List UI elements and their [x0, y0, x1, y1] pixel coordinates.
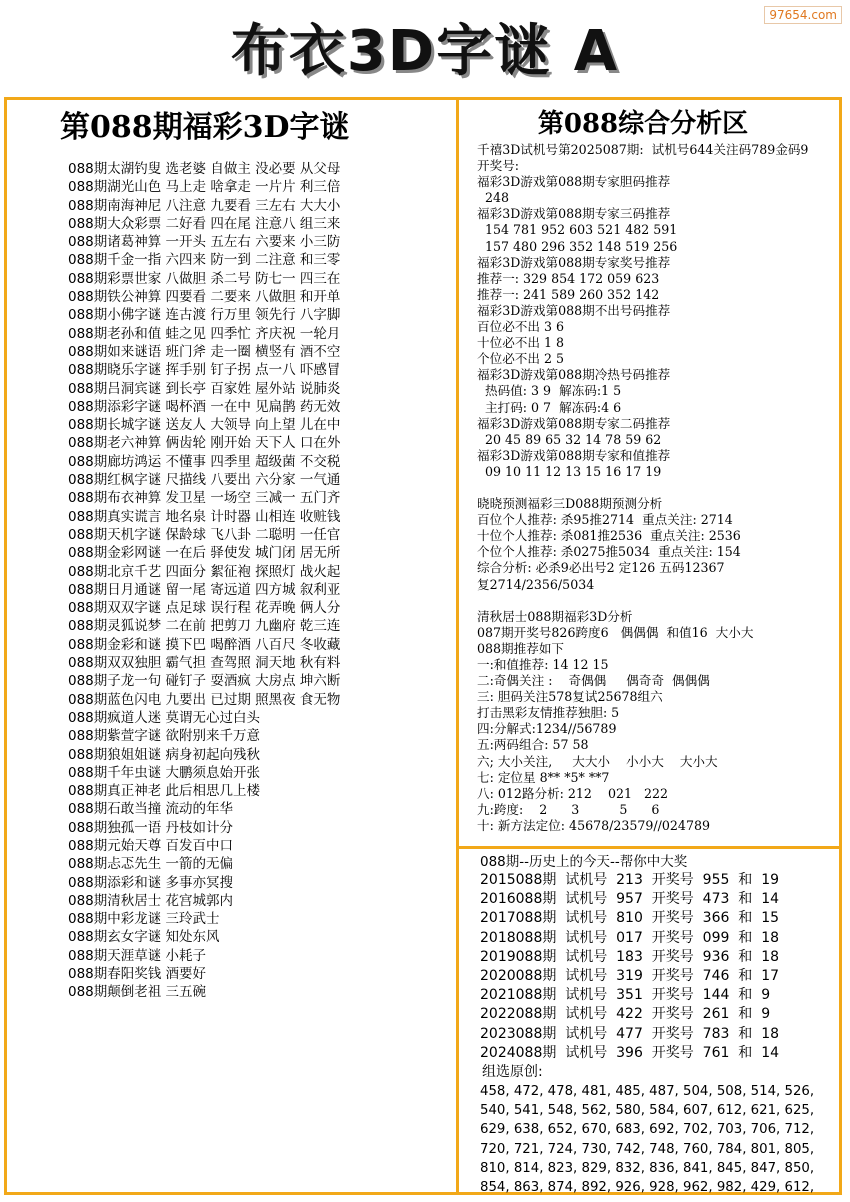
analysis-line: 七: 定位星 8** *5* **7	[477, 769, 610, 785]
analysis-line: 四:分解式:1234//56789	[477, 721, 617, 737]
analysis-line: 开奖号:	[477, 158, 520, 174]
riddle-line: 088期狼姐姐谜 病身初起向残秋	[68, 746, 261, 763]
analysis-line: 热码值: 3 9 解冻码:1 5	[477, 383, 622, 399]
combo-row: 854, 863, 874, 892, 926, 928, 962, 982, 429, 612,	[480, 1180, 815, 1195]
riddle-line: 088期中彩龙谜 三玲武士	[68, 911, 220, 928]
history-row: 2018088期 试机号 017 开奖号 099 和 18	[480, 929, 780, 946]
riddle-line: 088期真正神老 此后相思几上楼	[68, 783, 261, 800]
riddle-line: 088期春阳奖钱 酒要好	[68, 966, 207, 983]
riddle-line: 088期千金一指 六四来 防一到 二注意 和三零	[68, 252, 341, 269]
riddle-line: 088期长城字谜 送友人 大领导 向上望 儿在中	[68, 417, 341, 434]
riddle-line: 088期日月通谜 留一尾 寄远道 四方城 叙利亚	[68, 581, 341, 598]
riddle-line: 088期如来谜语 班门斧 走一圈 横竖有 酒不空	[68, 343, 341, 360]
riddle-line: 088期石敢当撞 流动的年华	[68, 801, 234, 818]
riddle-line: 088期灵狐说梦 二在前 把剪刀 九幽府 乾三连	[68, 618, 341, 635]
analysis-line: 福彩3D游戏第088期专家二码推荐	[477, 415, 671, 431]
analysis-line: 百位个人推荐: 杀95推2714 重点关注: 2714	[477, 512, 733, 528]
history-row: 2019088期 试机号 183 开奖号 936 和 18	[480, 948, 780, 965]
history-row: 2022088期 试机号 422 开奖号 261 和 9	[480, 1006, 771, 1023]
analysis-section-title: 第088综合分析区	[537, 109, 749, 139]
analysis-line: 福彩3D游戏第088期专家胆码推荐	[477, 174, 671, 190]
analysis-line: 福彩3D游戏第088期专家奖号推荐	[477, 254, 671, 270]
analysis-line: 个位必不出 2 5	[477, 351, 565, 367]
combo-list	[480, 1082, 840, 1197]
analysis-line: 一:和值推荐: 14 12 15	[477, 657, 609, 672]
riddle-line: 088期布衣神算 发卫星 一场空 三减一 五门齐	[68, 490, 341, 507]
analysis-line: 清秋居士088期福彩3D分析	[477, 608, 633, 624]
riddle-list	[68, 160, 456, 1002]
riddle-line: 088期廊坊鸿运 不懂事 四季里 超级菌 不交税	[68, 453, 341, 470]
site-watermark[interactable]: 97654.com	[764, 6, 842, 24]
analysis-line: 088期推荐如下	[477, 640, 565, 656]
riddle-line: 088期北京千艺 四面分 絮征袍 探照灯 战火起	[68, 563, 341, 580]
history-row: 2023088期 试机号 477 开奖号 783 和 18	[480, 1025, 780, 1042]
combo-title: 组选原创:	[482, 1063, 543, 1080]
history-row: 2017088期 试机号 810 开奖号 366 和 15	[480, 910, 780, 927]
analysis-line: 154 781 952 603 521 482 591	[477, 222, 678, 238]
analysis-line: 20 45 89 65 32 14 78 59 62	[477, 431, 662, 447]
riddle-line: 088期老六神算 俩齿轮 刚开始 天下人 口在外	[68, 435, 341, 452]
riddle-line: 088期玄女字谜 知处东风	[68, 929, 220, 946]
riddle-line: 088期独孤一语 丹枝如计分	[68, 819, 234, 836]
analysis-line: 个位个人推荐: 杀0275推5034 重点关注: 154	[477, 544, 741, 560]
riddle-line: 088期疯道人迷 莫谓无心过白头	[68, 709, 261, 726]
analysis-line: 087期开奖号826跨度6 偶偶偶 和值16 大小大	[477, 624, 754, 640]
analysis-list	[477, 142, 842, 834]
analysis-line: 千禧3D试机号第2025087期: 试机号644关注码789金码9	[477, 142, 809, 157]
riddle-line: 088期添彩和谜 多事亦冥搜	[68, 874, 234, 891]
analysis-line: 打击黑彩友情推荐独胆: 5	[477, 705, 620, 721]
analysis-line: 福彩3D游戏第088期专家三码推荐	[477, 206, 671, 222]
riddle-line: 088期添彩字谜 喝杯酒 一在中 见扁鹊 药无效	[68, 398, 341, 415]
combo-row: 458, 472, 478, 481, 485, 487, 504, 508, 514, 526,	[480, 1084, 815, 1100]
riddle-line: 088期双双独胆 霸气担 查驾照 洞天地 秋有料	[68, 655, 341, 672]
history-row: 2015088期 试机号 213 开奖号 955 和 19	[480, 872, 780, 888]
riddle-line: 088期千年虫谜 大鹏须息始开张	[68, 764, 261, 781]
riddle-section-title: 第088期福彩3D字谜	[60, 110, 350, 145]
riddle-line: 088期忐忑先生 一箭的无偏	[68, 856, 234, 873]
history-section	[480, 853, 840, 1197]
analysis-line: 五:两码组合: 57 58	[477, 737, 589, 753]
analysis-line: 主打码: 0 7 解冻码:4 6	[477, 399, 622, 415]
riddle-line: 088期金彩和谜 摸下巴 喝醉酒 八百尺 冬收藏	[68, 636, 341, 653]
history-row: 2020088期 试机号 319 开奖号 746 和 17	[480, 967, 780, 984]
analysis-line: 福彩3D游戏第088期冷热号码推荐	[477, 367, 671, 383]
analysis-line: 八: 012路分析: 212 021 222	[477, 785, 669, 801]
riddle-line: 088期子龙一句 碰钉子 耍酒疯 大房点 坤六断	[68, 673, 341, 690]
analysis-line: 三: 胆码关注578复试25678组六	[477, 689, 663, 705]
analysis-line: 福彩3D游戏第088期专家和值推荐	[477, 447, 671, 463]
analysis-line: 二:奇偶关注 : 奇偶偶 偶奇奇 偶偶偶	[477, 673, 710, 689]
riddle-line: 088期天机字谜 保龄球 飞八卦 二聪明 一任官	[68, 526, 341, 543]
riddle-line: 088期颠倒老祖 三五碗	[68, 984, 207, 1001]
analysis-line	[477, 593, 842, 609]
combo-row: 629, 638, 652, 670, 683, 692, 702, 703, 706, 712,	[480, 1122, 815, 1138]
analysis-line: 十: 新方法定位: 45678/23579//024789	[477, 817, 710, 833]
riddle-line: 088期红枫字谜 尺描线 八要出 六分家 一气通	[68, 472, 341, 489]
analysis-line	[477, 480, 842, 496]
column-divider	[456, 100, 459, 1194]
analysis-line: 晓晓预测福彩三D088期预测分析	[477, 496, 663, 512]
analysis-line: 推荐一: 329 854 172 059 623	[477, 270, 660, 286]
combo-row: 540, 541, 548, 562, 580, 584, 607, 612, 621, 625,	[480, 1103, 815, 1119]
riddle-line: 088期小佛字谜 连古渡 行万里 领先行 八字脚	[68, 307, 341, 324]
history-row: 2021088期 试机号 351 开奖号 144 和 9	[480, 987, 771, 1004]
riddle-line: 088期清秋居士 花宫城郭内	[68, 892, 234, 909]
analysis-line: 09 10 11 12 13 15 16 17 19	[477, 463, 662, 479]
analysis-line: 复2714/2356/5034	[477, 576, 595, 592]
riddle-line: 088期双双字谜 点足球 误行程 花弄晚 俩人分	[68, 600, 341, 617]
riddle-line: 088期蓝色闪电 九要出 已过期 照黑夜 食无物	[68, 691, 341, 708]
riddle-line: 088期吕洞宾谜 到长亭 百家姓 屋外站 说肺炎	[68, 380, 341, 397]
analysis-line: 百位必不出 3 6	[477, 319, 565, 335]
history-row: 2016088期 试机号 957 开奖号 473 和 14	[480, 891, 780, 908]
banner	[0, 12, 850, 92]
analysis-line: 六; 大小关注, 大大小 小小大 大小大	[477, 753, 718, 769]
history-list	[480, 871, 840, 1063]
analysis-line: 九:跨度: 2 3 5 6	[477, 801, 660, 817]
riddle-line: 088期真实谎言 地名泉 计时器 山相连 收赃钱	[68, 508, 341, 525]
riddle-line: 088期铁公神算 四要看 二要来 八做胆 和开单	[68, 289, 341, 306]
riddle-line: 088期天涯草谜 小耗子	[68, 947, 207, 964]
riddle-line: 088期太湖钓叟 选老婆 自做主 没必要 从父母	[68, 161, 341, 177]
section-divider	[459, 846, 842, 849]
history-title: 088期--历史上的今天--帮你中大奖	[480, 854, 688, 870]
riddle-line: 088期老孙和值 蛙之见 四季忙 齐庆祝 一轮月	[68, 325, 341, 342]
analysis-line: 福彩3D游戏第088期不出号码推荐	[477, 302, 671, 318]
analysis-line: 十位必不出 1 8	[477, 335, 565, 351]
analysis-line: 248	[477, 190, 510, 206]
riddle-line: 088期元始天尊 百发百中口	[68, 837, 234, 854]
banner-title: 布衣3D字谜 A	[230, 19, 620, 84]
riddle-line: 088期紫萱字谜 欲附别来千万意	[68, 728, 261, 745]
riddle-line: 088期彩票世家 八做胆 杀二号 防七一 四三在	[68, 270, 341, 287]
history-row: 2024088期 试机号 396 开奖号 761 和 14	[480, 1044, 780, 1061]
analysis-line: 157 480 296 352 148 519 256	[477, 238, 678, 254]
riddle-line: 088期南海神尼 八注意 九要看 三左右 大大小	[68, 197, 341, 214]
analysis-line: 十位个人推荐: 杀081推2536 重点关注: 2536	[477, 528, 741, 544]
riddle-line: 088期诸葛神算 一开头 五左右 六要来 小三防	[68, 234, 341, 251]
riddle-line: 088期晓乐字谜 挥手别 钉子拐 点一八 吓感冒	[68, 362, 341, 379]
riddle-line: 088期湖光山色 马上走 啥拿走 一片片 利三倍	[68, 179, 341, 196]
riddle-line: 088期金彩网谜 一在后 驿使发 城门闭 居无所	[68, 545, 341, 562]
combo-row: 810, 814, 823, 829, 832, 836, 841, 845, 847, 850,	[480, 1160, 815, 1176]
riddle-line: 088期大众彩票 二好看 四在尾 注意八 组三来	[68, 215, 341, 232]
analysis-line: 综合分析: 必杀9必出号2 定126 五码12367	[477, 560, 725, 576]
analysis-line: 推荐一: 241 589 260 352 142	[477, 286, 660, 302]
combo-row: 720, 721, 724, 730, 742, 748, 760, 784, 801, 805,	[480, 1141, 815, 1157]
